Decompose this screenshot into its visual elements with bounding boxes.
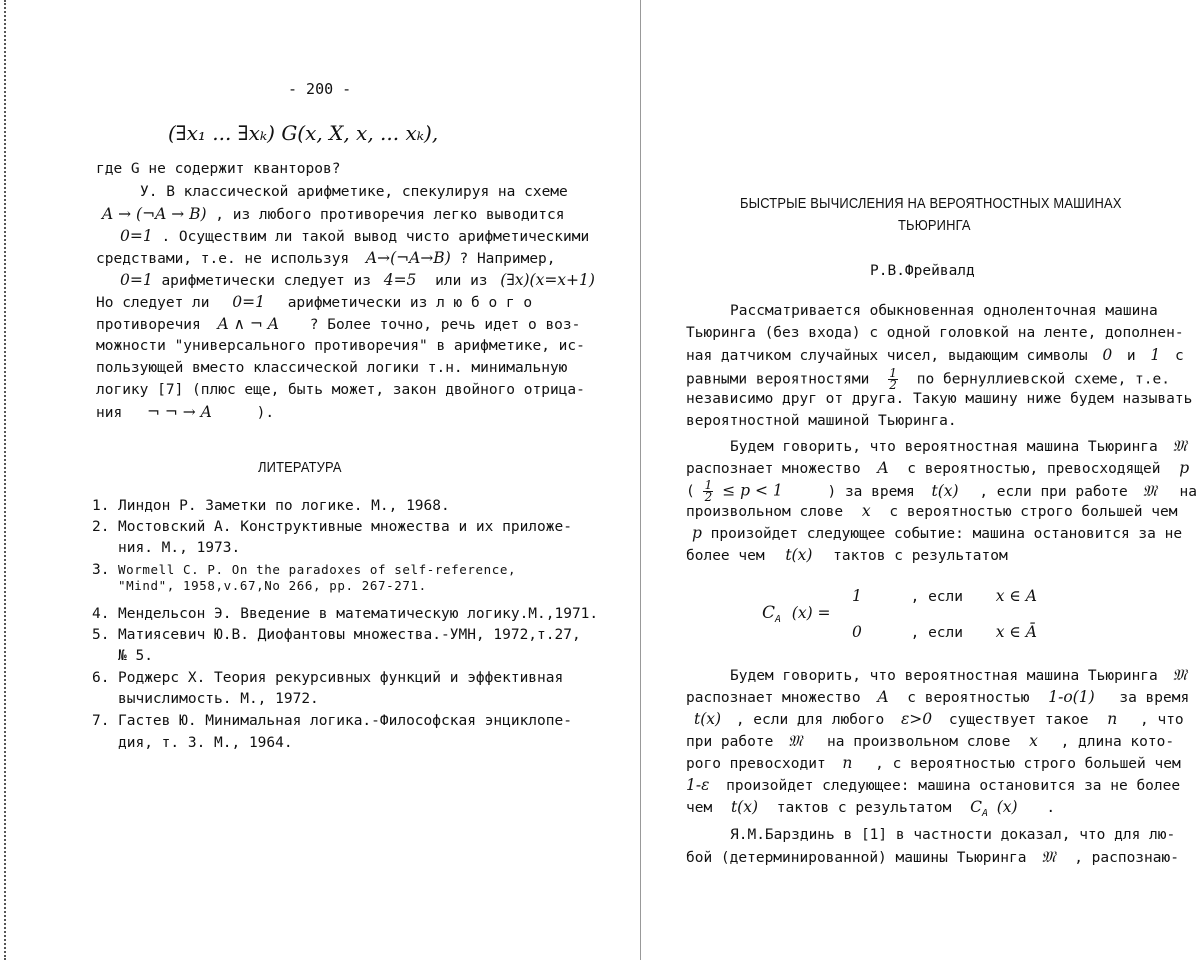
reference-number: 4. xyxy=(92,606,110,622)
text-fragment: , из любого противоречия легко выводится xyxy=(215,207,565,223)
formula-time: t(x) xyxy=(694,710,722,728)
formula-time: t(x) xyxy=(785,546,813,564)
formula-exists: (∃x)(x=x+1) xyxy=(500,271,595,289)
text-fragment: . xyxy=(1046,800,1056,816)
formula-subscript: A xyxy=(775,614,782,625)
paragraph-3-line-6 xyxy=(686,776,1180,795)
text-fragment: ). xyxy=(256,405,275,421)
reference-number: 5. xyxy=(92,627,110,643)
formula-subscript: A xyxy=(981,808,988,819)
reference-continuation: вычислимость. М., 1972. xyxy=(118,691,319,707)
text-fragment: произойдет следующее: машина остановится за не более xyxy=(726,778,1181,794)
text-fragment: , распознаю- xyxy=(1074,850,1179,866)
reference-number: 6. xyxy=(92,670,110,686)
text-line-5 xyxy=(96,249,556,268)
formula-implication: A→(¬A→B) xyxy=(365,249,451,267)
formula-scheme: A → (¬A → B) xyxy=(102,205,207,223)
symbol-set-a: A xyxy=(877,459,889,477)
text-fragment: ( xyxy=(686,483,695,500)
paragraph-3-line-7 xyxy=(686,798,1055,823)
text-fragment: или из xyxy=(435,273,488,289)
symbol-n: n xyxy=(1107,710,1118,728)
formula-time: t(x) xyxy=(730,798,759,816)
reference-continuation: ния. М., 1973. xyxy=(118,540,241,556)
formula-double-negation: ¬ ¬ → A xyxy=(146,403,212,421)
text-fragment: , с вероятностью строго большей чем xyxy=(875,756,1181,772)
text-fragment: за время xyxy=(1119,690,1190,706)
formula-p-range: ≤ p < 1 xyxy=(722,481,783,500)
text-fragment: произойдет следующее событие: машина остановится за не xyxy=(710,526,1183,542)
text-fragment: бой (детерминированной) машины Тьюринга xyxy=(686,850,1027,866)
formula-contradiction: A ∧ ¬ A xyxy=(217,315,280,333)
text-line-2: У. В классической арифметике, спекулируя на схеме xyxy=(140,184,568,200)
formula-value: 1 xyxy=(852,587,862,605)
formula-zero-one: 0=1 xyxy=(120,271,153,289)
formula-argument: (x) = xyxy=(791,604,831,622)
formula-four-five: 4=5 xyxy=(383,271,417,289)
reference-item xyxy=(92,626,581,644)
text-fragment: . Осуществим ли такой вывод чисто арифметическими xyxy=(161,229,590,245)
reference-continuation: дия, т. 3. М., 1964. xyxy=(118,735,293,751)
reference-text: Мендельсон Э. Введение в математическую логику.М.,1971. xyxy=(118,606,599,622)
paragraph-4-line-1: Я.М.Барздинь в [1] в частности доказал, что для лю- xyxy=(730,827,1176,843)
text-fragment: Но следует ли xyxy=(96,295,210,311)
paragraph-4-line-2 xyxy=(686,848,1179,867)
reference-item xyxy=(92,669,563,687)
text-fragment: существует такое xyxy=(948,712,1089,728)
symbol-machine: 𝔐 xyxy=(1172,437,1187,455)
text-fragment: тактов с результатом xyxy=(833,548,1008,564)
text-fragment: , длина кото- xyxy=(1060,734,1175,750)
paragraph-2-line-1 xyxy=(730,437,1187,456)
text-fragment: более чем xyxy=(686,548,765,564)
paragraph-2-line-3 xyxy=(686,480,1197,503)
symbol-x: x xyxy=(1029,732,1038,750)
formula-symbol: C xyxy=(762,603,776,623)
text-line-9: можности "универсального противоречия" в арифметике, ис- xyxy=(96,338,585,354)
paragraph-1-line-4 xyxy=(686,368,1170,391)
paragraph-3-line-4 xyxy=(686,732,1174,751)
text-line-7 xyxy=(96,293,532,312)
fraction-one-half xyxy=(888,368,898,391)
paragraph-2-line-5 xyxy=(692,524,1182,543)
text-fragment: равными вероятностями xyxy=(686,371,870,388)
formula-zero-one: 0=1 xyxy=(232,293,265,311)
text-fragment: ? Более точно, речь идет о воз- xyxy=(309,317,581,333)
text-fragment: , если xyxy=(910,625,963,641)
formula-result-symbol: C xyxy=(970,798,982,816)
fraction-denominator: 2 xyxy=(889,378,897,392)
text-fragment: тактов с результатом xyxy=(776,800,952,816)
display-formula-lhs xyxy=(762,604,831,629)
section-title: ЛИТЕРАТУРА xyxy=(258,459,342,476)
symbol-machine: 𝔐 xyxy=(1172,666,1187,684)
paragraph-3-line-2 xyxy=(686,688,1189,707)
paragraph-2-line-2 xyxy=(686,459,1189,478)
text-fragment: арифметически из л ю б о г о xyxy=(287,295,533,311)
paragraph-3-line-1 xyxy=(730,666,1187,685)
text-fragment: по бернуллиевской схеме, т.е. xyxy=(916,371,1170,388)
fraction-numerator: 1 xyxy=(889,366,897,380)
paragraph-1-line-6: вероятностной машиной Тьюринга. xyxy=(686,413,957,429)
text-fragment: при работе xyxy=(686,734,774,750)
formula-epsilon: ε>0 xyxy=(900,710,933,728)
text-fragment: и xyxy=(1126,348,1136,364)
fraction-numerator: 1 xyxy=(704,478,713,492)
reference-text: Гастев Ю. Минимальная логика.-Философская энциклопе- xyxy=(118,713,572,729)
formula-value: 0 xyxy=(852,623,862,641)
reference-item xyxy=(92,497,450,515)
formula-argument: (x) xyxy=(996,798,1018,816)
symbol-machine: 𝔐 xyxy=(1041,848,1056,866)
text-fragment: ния xyxy=(96,405,123,421)
formula-quantifiers: (∃x₁ ... ∃xₖ) G(x, X, x, ... xₖ), xyxy=(168,121,439,145)
text-fragment: , если xyxy=(910,589,963,605)
text-line-8 xyxy=(96,315,580,334)
symbol-zero: 0 xyxy=(1102,346,1113,364)
paragraph-3-line-5 xyxy=(686,754,1181,773)
text-line-6 xyxy=(120,271,595,290)
text-line-4 xyxy=(120,227,589,246)
text-fragment: средствами, т.е. не используя xyxy=(96,251,350,267)
text-fragment: арифметически следует из xyxy=(161,273,371,289)
text-fragment: с вероятностью, превосходящей xyxy=(907,461,1161,477)
display-formula-row-2 xyxy=(852,623,1037,642)
fraction-one-half xyxy=(703,480,713,503)
text-fragment: противоречия xyxy=(96,317,201,333)
reference-continuation: № 5. xyxy=(118,648,153,664)
formula-time: t(x) xyxy=(931,481,959,500)
text-line-3 xyxy=(102,205,564,224)
text-fragment: распознает множество xyxy=(686,690,861,706)
paragraph-2-line-4 xyxy=(686,502,1177,521)
fraction-denominator: 2 xyxy=(704,490,713,504)
reference-text: Мостовский А. Конструктивные множества и их приложе- xyxy=(118,519,572,535)
paragraph-1-line-1: Рассматривается обыкновенная одноленточная машина xyxy=(730,303,1158,319)
reference-number: 3. xyxy=(92,562,110,578)
text-line-11: логику [7] (плюс еще, быть может, закон двойного отрица- xyxy=(96,382,585,398)
symbol-x: x xyxy=(861,502,871,520)
paragraph-1-line-5: независимо друг от друга. Такую машину ниже будем называть xyxy=(686,391,1193,407)
reference-item xyxy=(92,605,598,623)
reference-item xyxy=(92,518,572,536)
text-fragment: ная датчиком случайных чисел, выдающим символы xyxy=(686,348,1088,364)
text-fragment: Будем говорить, что вероятностная машина Тьюринга xyxy=(730,668,1158,684)
text-fragment: с xyxy=(1175,348,1184,364)
symbol-set-a: A xyxy=(877,688,889,706)
symbol-one: 1 xyxy=(1150,346,1161,364)
text-fragment: на xyxy=(1179,483,1197,500)
text-fragment: рого превосходит xyxy=(686,756,826,772)
text-line-1: где G не содержит кванторов? xyxy=(96,161,341,177)
paragraph-1-line-2: Тьюринга (без входа) с одной головкой на ленте, дополнен- xyxy=(686,325,1184,341)
reference-text: Wormell C. P. On the paradoxes of self-reference, xyxy=(118,562,517,577)
symbol-machine: 𝔐 xyxy=(1142,481,1157,500)
text-fragment: произвольном слове xyxy=(686,504,844,520)
right-page xyxy=(640,0,1200,960)
paragraph-2-line-6 xyxy=(686,546,1008,565)
text-fragment: Будем говорить, что вероятностная машина Тьюринга xyxy=(730,439,1158,455)
text-fragment: распознает множество xyxy=(686,461,861,477)
formula-probability: 1-o(1) xyxy=(1048,688,1095,706)
formula-condition: x ∈ A xyxy=(995,587,1037,605)
text-fragment: с вероятностью xyxy=(907,690,1030,706)
symbol-n: n xyxy=(842,754,853,772)
text-fragment: , что xyxy=(1140,712,1184,728)
reference-number: 1. xyxy=(92,498,110,514)
reference-text: Роджерс Х. Теория рекурсивных функций и эффективная xyxy=(118,670,564,686)
reference-text: Матиясевич Ю.В. Диофантовы множества.-УМН, 1972,т.27, xyxy=(118,627,581,643)
display-formula-row-1 xyxy=(852,587,1037,606)
page-number: - 200 - xyxy=(288,80,352,98)
symbol-machine: 𝔐 xyxy=(788,732,803,750)
article-title-line-2: ТЬЮРИНГА xyxy=(898,217,971,234)
symbol-p: p xyxy=(692,524,702,542)
text-fragment: ? Например, xyxy=(459,251,556,267)
text-fragment: на произвольном слове xyxy=(827,734,1011,750)
text-fragment: с вероятностью строго большей чем xyxy=(889,504,1178,520)
paragraph-3-line-3 xyxy=(694,710,1184,729)
formula-zero-one: 0=1 xyxy=(120,227,153,245)
reference-text: Линдон Р. Заметки по логике. М., 1968. xyxy=(118,498,450,514)
paragraph-1-line-3 xyxy=(686,346,1184,365)
reference-number: 7. xyxy=(92,713,110,729)
symbol-p: p xyxy=(1179,459,1190,477)
text-fragment: , если при работе xyxy=(979,483,1128,500)
text-fragment: чем xyxy=(686,800,713,816)
formula-one-minus-epsilon: 1-ε xyxy=(686,776,710,794)
formula-condition: x ∈ Ā xyxy=(995,623,1037,641)
reference-number: 2. xyxy=(92,519,110,535)
text-line-10: пользующей вместо классической логики т.н. минимальную xyxy=(96,360,568,376)
text-line-12 xyxy=(96,403,274,422)
article-author: Р.В.Фрейвалд xyxy=(870,263,975,279)
text-fragment: , если для любого xyxy=(735,712,885,728)
text-fragment: ) за время xyxy=(827,483,915,500)
article-title-line-1: БЫСТРЫЕ ВЫЧИСЛЕНИЯ НА ВЕРОЯТНОСТНЫХ МАШИНАХ xyxy=(740,195,1122,212)
reference-item xyxy=(92,712,572,730)
reference-continuation: "Mind", 1958,v.67,No 266, pp. 267-271. xyxy=(118,578,427,593)
